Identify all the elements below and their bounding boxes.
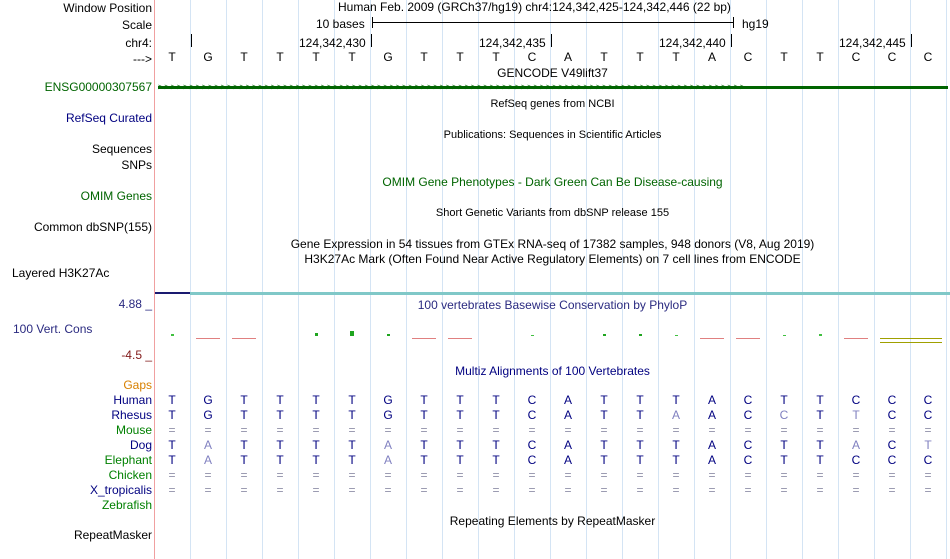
aligned-base: A (671, 408, 680, 422)
phylop-bar (171, 334, 174, 336)
species-label[interactable]: X_tropicalis (89, 483, 152, 497)
aligned-base: = (492, 423, 500, 437)
aligned-base: C (779, 408, 789, 422)
phylop-bar (232, 338, 256, 339)
ruler-tick (911, 34, 912, 47)
aligned-base: = (276, 483, 284, 497)
phylop-min-label: -4.5 _ (121, 348, 152, 362)
reference-base: T (816, 50, 824, 64)
chromosome-label: chr4: (125, 36, 152, 50)
aligned-base: = (636, 483, 644, 497)
ruler-coord-1: 124,342,430 (299, 36, 366, 50)
reference-base: T (456, 50, 464, 64)
assembly-label: hg19 (742, 17, 769, 31)
aligned-base: = (420, 423, 428, 437)
reference-base: C (527, 50, 537, 64)
aligned-base: = (852, 468, 860, 482)
aligned-base: A (563, 453, 572, 467)
reference-base: T (780, 50, 788, 64)
aligned-base: T (492, 453, 500, 467)
h3k27ac-track-label[interactable]: Layered H3K27Ac (12, 266, 110, 280)
aligned-base: = (708, 423, 716, 437)
aligned-base: A (851, 438, 860, 452)
phylop-tail-mark (880, 338, 942, 343)
aligned-base: = (240, 483, 248, 497)
aligned-base: T (420, 453, 428, 467)
aligned-base: = (888, 483, 896, 497)
aligned-base: = (456, 423, 464, 437)
aligned-base: C (743, 438, 753, 452)
aligned-base: = (168, 468, 176, 482)
aligned-base: G (383, 393, 393, 407)
scale-bar-right-tick (733, 17, 734, 28)
aligned-base: = (240, 423, 248, 437)
aligned-base: T (168, 393, 176, 407)
aligned-base: A (707, 408, 716, 422)
aligned-base: T (312, 453, 320, 467)
aligned-base: = (636, 468, 644, 482)
aligned-base: T (240, 453, 248, 467)
track-label-column (0, 0, 155, 559)
aligned-base: C (851, 453, 861, 467)
gencode-track-title: GENCODE V49lift37 (497, 66, 608, 80)
aligned-base: = (456, 468, 464, 482)
aligned-base: = (852, 483, 860, 497)
reference-base: G (203, 50, 213, 64)
aligned-base: C (527, 438, 537, 452)
species-label[interactable]: Dog (129, 438, 152, 452)
dbsnp-track-title: Short Genetic Variants from dbSNP release 155 (435, 207, 670, 219)
aligned-base: = (420, 483, 428, 497)
aligned-base: C (527, 453, 537, 467)
aligned-base: = (312, 468, 320, 482)
aligned-base: T (636, 408, 644, 422)
reference-base: T (276, 50, 284, 64)
aligned-base: C (887, 438, 897, 452)
aligned-base: = (924, 423, 932, 437)
aligned-base: A (707, 453, 716, 467)
aligned-base: = (744, 483, 752, 497)
aligned-base: T (600, 393, 608, 407)
aligned-base: T (348, 393, 356, 407)
aligned-base: C (851, 393, 861, 407)
aligned-base: T (492, 438, 500, 452)
ruler-tick (371, 34, 372, 47)
phylop-max-label: 4.88 _ (118, 297, 152, 311)
aligned-base: T (636, 393, 644, 407)
aligned-base: = (276, 468, 284, 482)
gencode-strand-arrows: >>>>>>>>>>>>>>>>>>>>>>>>>>>>>>>>>>>>>>>>>>>>>>>>>>>>>>>>>>>>>>>>>>>>>>>>>>>>>>>>>>>>>>>>>>>>>> (158, 82, 747, 92)
aligned-base: = (924, 483, 932, 497)
aligned-base: = (204, 423, 212, 437)
aligned-base: = (456, 483, 464, 497)
phylop-bar (844, 338, 868, 339)
aligned-base: = (168, 423, 176, 437)
reference-base: T (240, 50, 248, 64)
sequences-track-label[interactable]: Sequences (91, 142, 152, 156)
aligned-base: T (240, 438, 248, 452)
aligned-base: = (780, 483, 788, 497)
ruler-coord-4: 124,342,445 (839, 36, 906, 50)
aligned-base: T (348, 438, 356, 452)
publications-track-title: Publications: Sequences in Scientific Articles (443, 129, 662, 141)
phylop-bar (448, 338, 472, 339)
aligned-base: = (204, 468, 212, 482)
aligned-base: T (420, 438, 428, 452)
aligned-base: T (636, 453, 644, 467)
aligned-base: = (672, 468, 680, 482)
aligned-base: = (780, 468, 788, 482)
aligned-base: = (348, 468, 356, 482)
phylop-bar (700, 338, 724, 339)
aligned-base: T (780, 393, 788, 407)
aligned-base: A (203, 438, 212, 452)
scale-bar-label: 10 bases (316, 17, 365, 31)
aligned-base: = (384, 483, 392, 497)
aligned-base: T (780, 438, 788, 452)
phylop-bar (412, 338, 436, 339)
aligned-base: T (348, 408, 356, 422)
aligned-base: = (708, 483, 716, 497)
aligned-base: T (276, 393, 284, 407)
species-label[interactable]: Elephant (104, 453, 152, 467)
aligned-base: T (492, 408, 500, 422)
aligned-base: = (168, 483, 176, 497)
window-position-label: Window Position (63, 1, 152, 15)
aligned-base: = (240, 468, 248, 482)
reference-base: T (420, 50, 428, 64)
aligned-base: T (636, 438, 644, 452)
species-label[interactable]: Rhesus (111, 408, 152, 422)
snps-track-label[interactable]: SNPs (121, 158, 152, 172)
aligned-base: = (528, 468, 536, 482)
aligned-base: T (240, 393, 248, 407)
aligned-base: = (600, 468, 608, 482)
ruler-coord-3: 124,342,440 (659, 36, 726, 50)
aligned-base: C (923, 393, 933, 407)
aligned-base: T (816, 453, 824, 467)
strand-arrow-label: ---> (133, 52, 152, 66)
refseq-track-title: RefSeq genes from NCBI (490, 98, 615, 110)
phylop-bar (736, 338, 760, 339)
aligned-base: C (743, 408, 753, 422)
aligned-base: T (276, 453, 284, 467)
aligned-base: C (887, 408, 897, 422)
reference-base: T (348, 50, 356, 64)
aligned-base: A (383, 438, 392, 452)
aligned-base: T (456, 408, 464, 422)
aligned-base: T (456, 393, 464, 407)
h3k27ac-track-title: H3K27Ac Mark (Often Found Near Active Regulatory Elements) on 7 cell lines from ENCODE (304, 252, 801, 266)
aligned-base: = (528, 423, 536, 437)
aligned-base: = (204, 483, 212, 497)
phylop-bar (675, 335, 678, 336)
phylop-bar (531, 335, 534, 336)
aligned-base: A (203, 453, 212, 467)
aligned-base: = (708, 468, 716, 482)
aligned-base: T (456, 453, 464, 467)
aligned-base: T (312, 438, 320, 452)
phylop-bar (350, 331, 354, 336)
ruler-tick (731, 34, 732, 47)
reference-base: T (600, 50, 608, 64)
repeatmasker-track-title: Repeating Elements by RepeatMasker (449, 514, 656, 528)
aligned-base: G (383, 408, 393, 422)
aligned-base: T (672, 438, 680, 452)
reference-base: C (743, 50, 753, 64)
aligned-base: C (887, 393, 897, 407)
aligned-base: T (348, 453, 356, 467)
aligned-base: G (203, 408, 213, 422)
aligned-base: = (924, 468, 932, 482)
phylop-bar (603, 334, 606, 336)
phylop-bar (639, 334, 642, 336)
aligned-base: C (527, 408, 537, 422)
species-label[interactable]: Zebrafish (101, 498, 152, 512)
aligned-base: G (203, 393, 213, 407)
aligned-base: T (420, 393, 428, 407)
ruler-tick (191, 34, 192, 47)
aligned-base: T (168, 453, 176, 467)
phylop-bar (315, 333, 318, 336)
h3k27ac-signal-band (190, 292, 950, 295)
aligned-base: T (312, 408, 320, 422)
phylop-bar (387, 334, 390, 336)
aligned-base: = (276, 423, 284, 437)
aligned-base: = (744, 423, 752, 437)
reference-base: C (887, 50, 897, 64)
aligned-base: T (420, 408, 428, 422)
aligned-base: T (816, 408, 824, 422)
reference-base: T (636, 50, 644, 64)
aligned-base: = (564, 468, 572, 482)
aligned-base: C (743, 453, 753, 467)
aligned-base: = (600, 423, 608, 437)
omim-track-title: OMIM Gene Phenotypes - Dark Green Can Be Disease-causing (382, 175, 723, 189)
gencode-gene-label[interactable]: ENSG00000307567 (44, 80, 152, 94)
aligned-base: = (492, 468, 500, 482)
aligned-base: A (563, 438, 572, 452)
aligned-base: = (564, 423, 572, 437)
scale-label: Scale (121, 18, 152, 32)
aligned-base: = (816, 468, 824, 482)
aligned-base: T (852, 408, 860, 422)
reference-base: A (707, 50, 716, 64)
refseq-track-label[interactable]: RefSeq Curated (65, 111, 152, 125)
reference-base: C (851, 50, 861, 64)
aligned-base: T (780, 453, 788, 467)
gaps-label: Gaps (123, 378, 152, 392)
aligned-base: T (816, 438, 824, 452)
aligned-base: T (672, 453, 680, 467)
aligned-base: = (852, 423, 860, 437)
aligned-base: = (420, 468, 428, 482)
aligned-base: = (672, 483, 680, 497)
aligned-base: = (564, 483, 572, 497)
aligned-base: = (600, 483, 608, 497)
dbsnp-track-label[interactable]: Common dbSNP(155) (33, 220, 152, 234)
aligned-base: = (888, 468, 896, 482)
multiz-track-title: Multiz Alignments of 100 Vertebrates (455, 364, 650, 378)
species-label[interactable]: Human (113, 393, 152, 407)
aligned-base: = (384, 423, 392, 437)
aligned-base: C (527, 393, 537, 407)
reference-base: T (492, 50, 500, 64)
aligned-base: A (563, 393, 572, 407)
aligned-base: T (312, 393, 320, 407)
phylop-bar (819, 334, 822, 336)
reference-base: T (312, 50, 320, 64)
aligned-base: = (780, 423, 788, 437)
aligned-base: T (276, 438, 284, 452)
aligned-base: T (168, 408, 176, 422)
aligned-base: A (383, 453, 392, 467)
aligned-base: = (312, 483, 320, 497)
aligned-base: = (384, 468, 392, 482)
repeatmasker-track-label[interactable]: RepeatMasker (73, 528, 152, 542)
aligned-base: = (744, 468, 752, 482)
aligned-base: = (816, 483, 824, 497)
aligned-base: C (923, 453, 933, 467)
reference-base: A (563, 50, 572, 64)
aligned-base: T (600, 408, 608, 422)
aligned-base: A (707, 438, 716, 452)
reference-base: T (168, 50, 176, 64)
reference-base: G (383, 50, 393, 64)
reference-base: T (672, 50, 680, 64)
aligned-base: T (492, 393, 500, 407)
ruler-tick (551, 34, 552, 47)
aligned-base: C (923, 408, 933, 422)
aligned-base: T (600, 438, 608, 452)
phylop-bar (196, 338, 220, 339)
aligned-base: T (276, 408, 284, 422)
species-label[interactable]: Chicken (108, 468, 152, 482)
aligned-base: T (456, 438, 464, 452)
aligned-base: = (672, 423, 680, 437)
aligned-base: = (312, 423, 320, 437)
aligned-base: T (600, 453, 608, 467)
aligned-base: T (168, 438, 176, 452)
reference-base: C (923, 50, 933, 64)
gtex-track-title: Gene Expression in 54 tissues from GTEx RNA-seq of 17382 samples, 948 donors (V8, Aug 2019) (290, 237, 815, 251)
ruler-coord-2: 124,342,435 (479, 36, 546, 50)
phylop-track-title: 100 vertebrates Basewise Conservation by PhyloP (417, 298, 688, 312)
aligned-base: = (492, 483, 500, 497)
aligned-base: = (636, 423, 644, 437)
aligned-base: = (888, 423, 896, 437)
aligned-base: = (816, 423, 824, 437)
aligned-base: = (348, 423, 356, 437)
vert-cons-track-label[interactable]: 100 Vert. Cons (13, 322, 93, 336)
scale-bar-line (372, 22, 733, 23)
aligned-base: A (563, 408, 572, 422)
window-position-text: Human Feb. 2009 (GRCh37/hg19) chr4:124,342,425-124,342,446 (22 bp) (338, 0, 731, 14)
phylop-bar (783, 335, 786, 336)
aligned-base: A (707, 393, 716, 407)
aligned-base: C (887, 453, 897, 467)
species-label[interactable]: Mouse (115, 423, 152, 437)
aligned-base: C (743, 393, 753, 407)
aligned-base: T (240, 408, 248, 422)
aligned-base: T (816, 393, 824, 407)
aligned-base: T (672, 393, 680, 407)
omim-track-label[interactable]: OMIM Genes (80, 189, 152, 203)
aligned-base: = (348, 483, 356, 497)
aligned-base: = (528, 483, 536, 497)
aligned-base: T (924, 438, 932, 452)
